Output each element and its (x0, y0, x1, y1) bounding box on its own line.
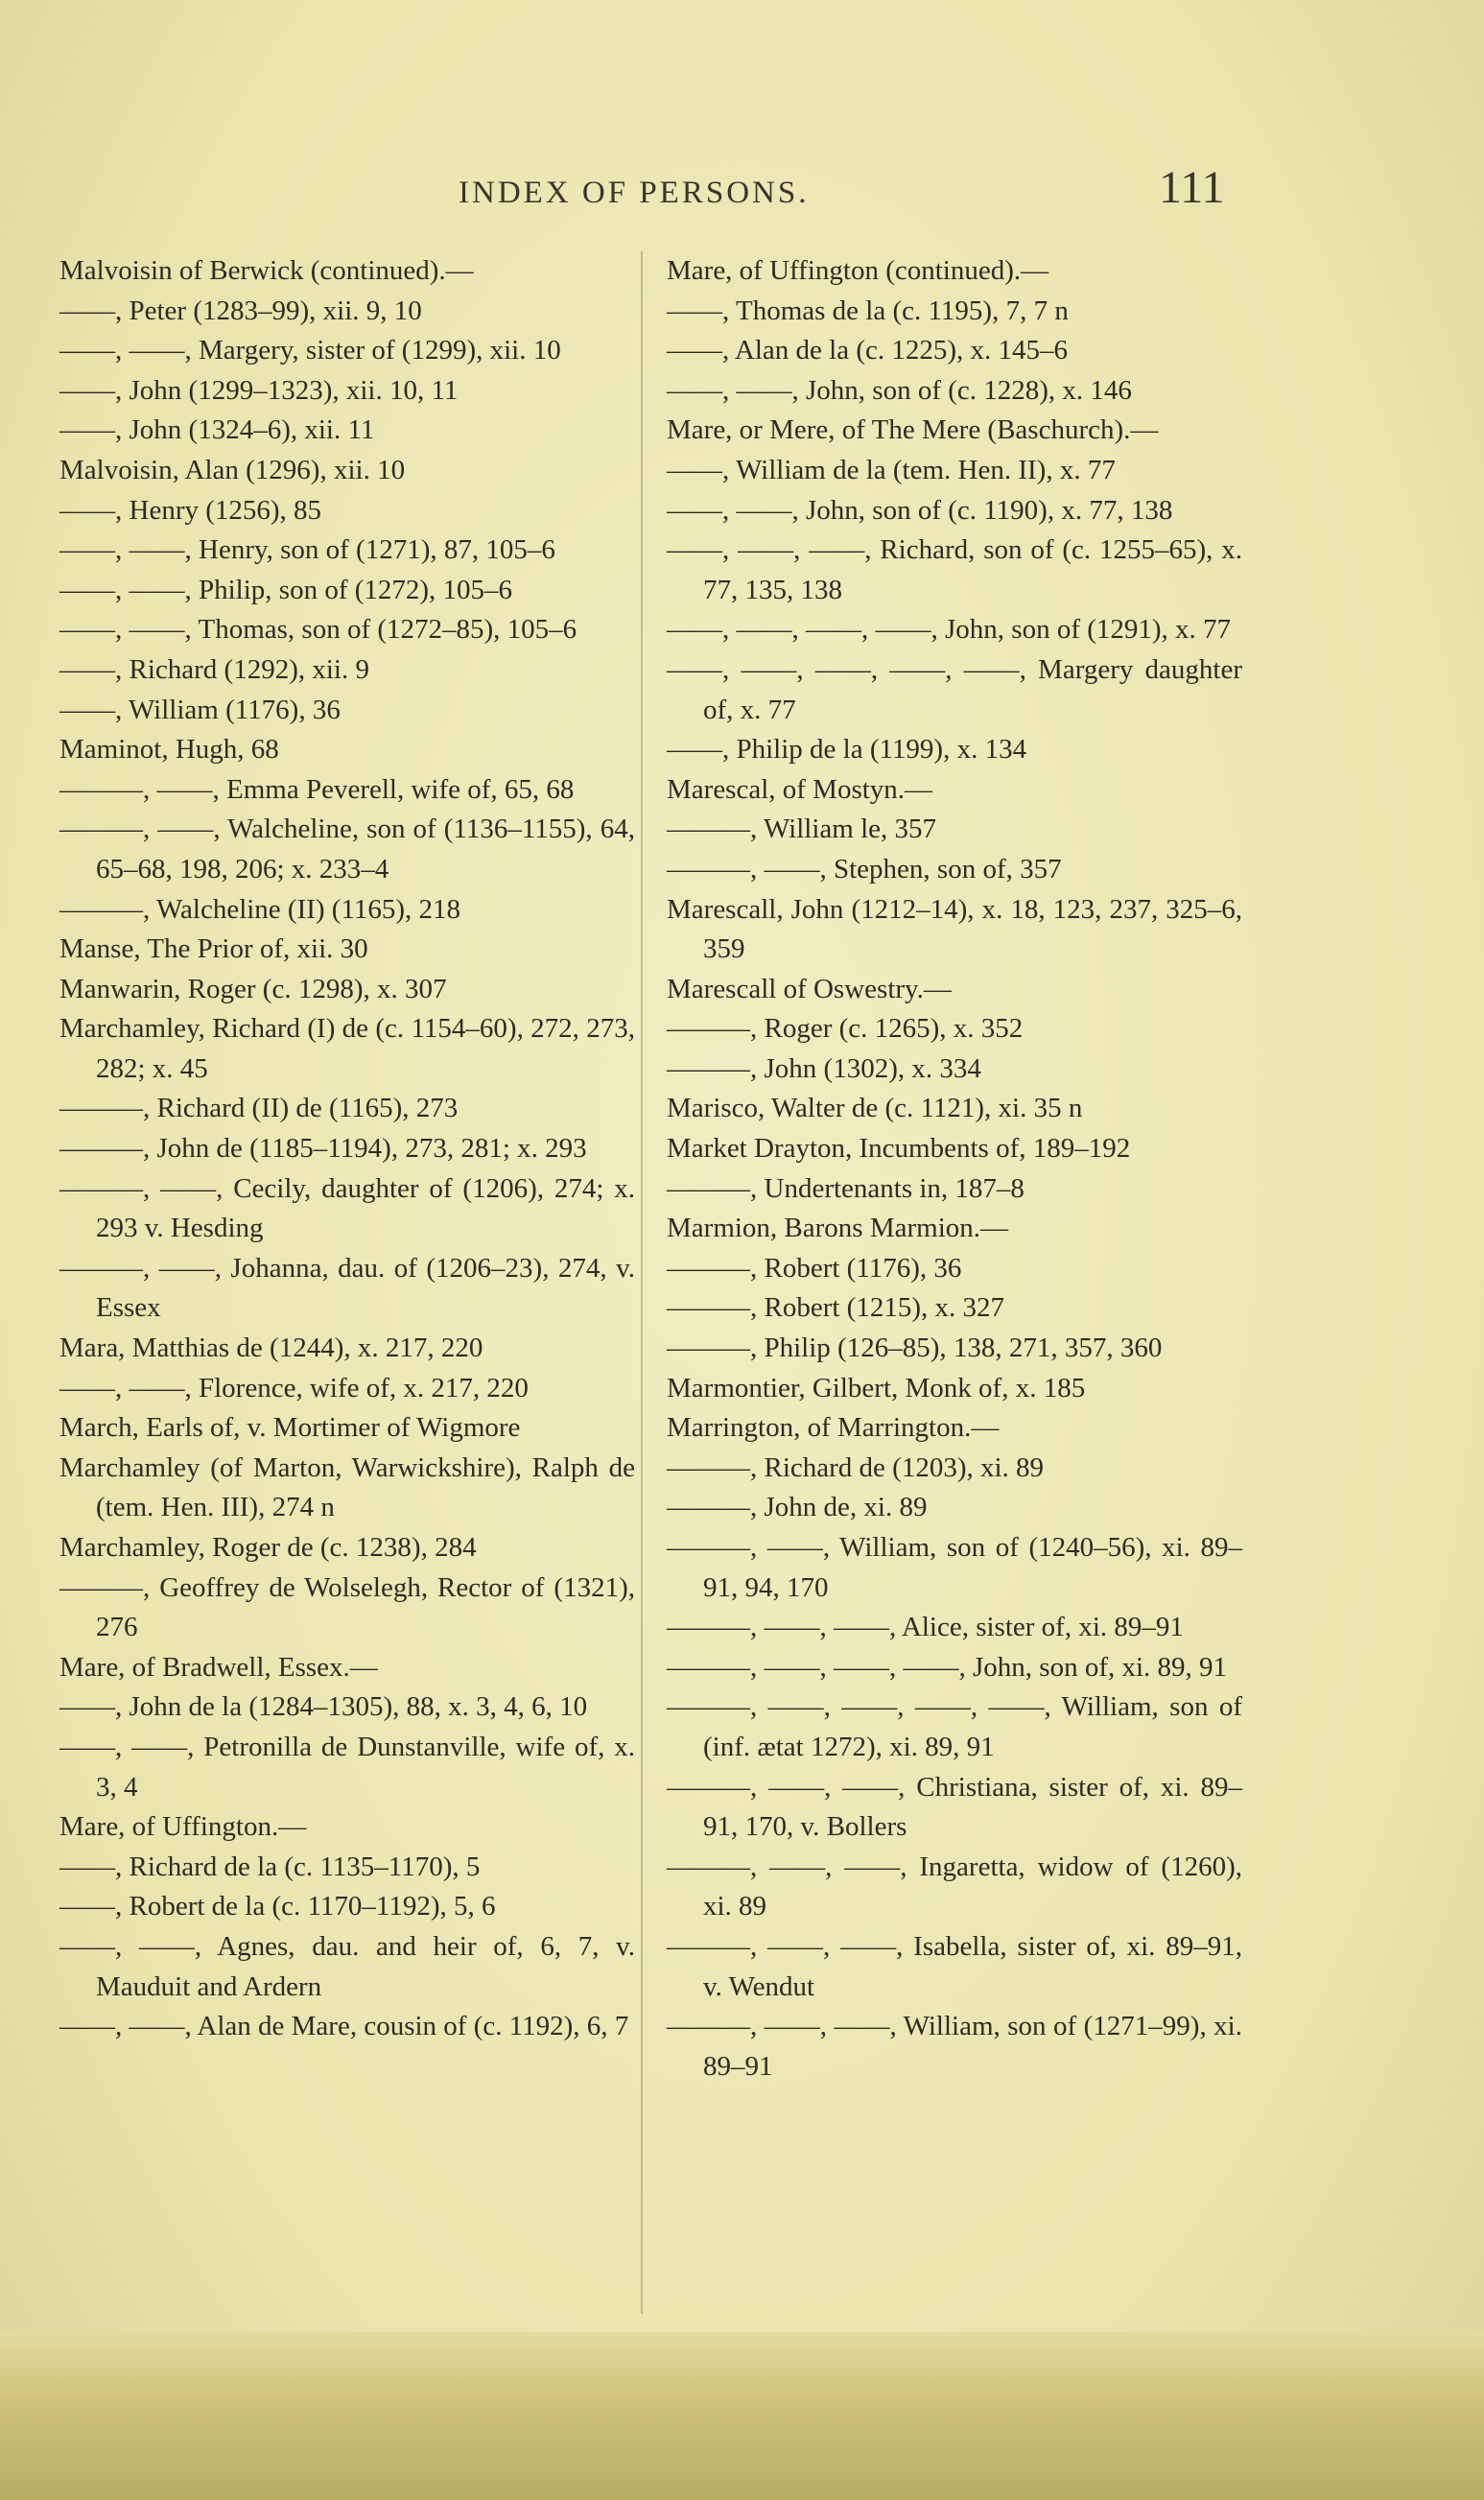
index-entry: ——, William (1176), 36 (59, 694, 341, 725)
index-entry: ———, Robert (1215), x. 327 (667, 1292, 1004, 1324)
index-entry: ——, ——, ——, Richard, son of (c. 1255–65), x. 77, 135, 138 (667, 534, 1242, 605)
index-entry: Mara, Matthias de (1244), x. 217, 220 (59, 1333, 483, 1364)
index-entry: ——, William de la (tem. Hen. II), x. 77 (667, 454, 1116, 485)
column-divider (641, 251, 643, 2314)
index-entry: ——, Robert de la (c. 1170–1192), 5, 6 (59, 1891, 496, 1922)
index-entry: ———, Philip (126–85), 138, 271, 357, 360 (667, 1333, 1163, 1364)
index-entry: Mare, of Bradwell, Essex.— (59, 1651, 378, 1683)
index-entry: ——, Thomas de la (c. 1195), 7, 7 n (667, 295, 1069, 326)
index-entry: ———, Roger (c. 1265), x. 352 (667, 1013, 1024, 1045)
page-bottom-edge (0, 2332, 1484, 2500)
index-entry: ——, Henry (1256), 85 (59, 494, 322, 526)
index-entry: ——, ——, Philip, son of (1272), 105–6 (59, 574, 513, 605)
index-entry: ——, Richard de la (c. 1135–1170), 5 (59, 1851, 481, 1882)
index-entry: Manwarin, Roger (c. 1298), x. 307 (59, 973, 447, 1004)
index-entry: ———, ——, ——, Isabella, sister of, xi. 89–91, v. Wendut (667, 1930, 1242, 2002)
index-entry: ———, ——, William, son of (1240–56), xi. 89–91, 94, 170 (667, 1532, 1242, 1603)
index-entry: Mare, of Uffington.— (59, 1811, 307, 1843)
index-entry: Malvoisin, Alan (1296), xii. 10 (59, 454, 406, 485)
running-title: INDEX OF PERSONS. (459, 176, 810, 210)
index-entry: ———, ——, Johanna, dau. of (1206–23), 274, v. Essex (59, 1252, 635, 1324)
index-entry: ——, ——, Florence, wife of, x. 217, 220 (59, 1372, 529, 1403)
index-entry: ———, ——, Cecily, daughter of (1206), 274; x. 293 v. Hesding (59, 1172, 635, 1244)
index-entry: ———, ——, ——, ——, ——, William, son of (inf. ætat 1272), xi. 89, 91 (667, 1691, 1242, 1762)
index-entry: Marisco, Walter de (c. 1121), xi. 35 n (667, 1093, 1083, 1124)
index-entry: ———, ——, ——, ——, John, son of, xi. 89, 91 (667, 1651, 1228, 1683)
index-entry: ———, ——, Walcheline, son of (1136–1155), 64, 65–68, 198, 206; x. 233–4 (59, 814, 635, 884)
index-entry: ——, ——, Agnes, dau. and heir of, 6, 7, v. Mauduit and Ardern (59, 1930, 635, 2002)
index-entry: ———, ——, ——, Alice, sister of, xi. 89–91 (667, 1612, 1184, 1643)
index-entry: ———, Geoffrey de Wolselegh, Rector of (1321), 276 (59, 1571, 635, 1643)
index-entry: Maminot, Hugh, 68 (59, 734, 279, 766)
index-entry: ——, ——, John, son of (c. 1190), x. 77, 138 (667, 494, 1173, 526)
index-entry: ——, ——, ——, ——, John, son of (1291), x. 77 (667, 614, 1232, 646)
index-entry: ——, ——, Petronilla de Dunstanville, wife of, x. 3, 4 (59, 1731, 635, 1803)
index-entry: Malvoisin of Berwick (continued).— (59, 255, 474, 286)
index-entry: Marchamley, Richard (I) de (c. 1154–60), 272, 273, 282; x. 45 (59, 1013, 635, 1084)
index-column-right (667, 251, 1242, 2087)
index-entry: ———, Walcheline (II) (1165), 218 (59, 893, 461, 925)
index-entry: Manse, The Prior of, xii. 30 (59, 933, 368, 965)
page-header (0, 161, 1484, 238)
index-entry: Mare, or Mere, of The Mere (Baschurch).— (667, 414, 1159, 446)
index-entry: ——, Peter (1283–99), xii. 9, 10 (59, 295, 422, 326)
index-entry: ———, Richard de (1203), xi. 89 (667, 1451, 1045, 1483)
index-entry: Marchamley, Roger de (c. 1238), 284 (59, 1532, 477, 1563)
index-entry: ———, John (1302), x. 334 (667, 1052, 981, 1084)
index-entry: ———, ——, ——, William, son of (1271–99), xi. 89–91 (667, 2011, 1242, 2082)
index-entry: Mare, of Uffington (continued).— (667, 255, 1049, 286)
index-entry: ———, Richard (II) de (1165), 273 (59, 1093, 459, 1124)
index-entry: ——, ——, Alan de Mare, cousin of (c. 1192), 6, 7 (59, 2011, 629, 2042)
index-entry: ——, Richard (1292), xii. 9 (59, 653, 369, 685)
index-entry: Marchamley (of Marton, Warwickshire), Ralph de (tem. Hen. III), 274 n (59, 1451, 635, 1523)
index-entry: March, Earls of, v. Mortimer of Wigmore (59, 1412, 521, 1444)
index-entry: ——, ——, Thomas, son of (1272–85), 105–6 (59, 614, 577, 646)
index-entry: ——, John (1324–6), xii. 11 (59, 414, 375, 446)
index-entry: ——, Philip de la (1199), x. 134 (667, 734, 1027, 766)
index-entry: ———, Robert (1176), 36 (667, 1252, 962, 1284)
index-entry: ——, Alan de la (c. 1225), x. 145–6 (667, 335, 1069, 366)
index-entry: ———, ——, Stephen, son of, 357 (667, 853, 1062, 884)
index-entry: Marescall of Oswestry.— (667, 973, 952, 1004)
index-column-left (59, 251, 635, 2047)
index-entry: Marmion, Barons Marmion.— (667, 1213, 1009, 1244)
index-entry: ——, John de la (1284–1305), 88, x. 3, 4, 6, 10 (59, 1691, 588, 1723)
index-entry: Marescall, John (1212–14), x. 18, 123, 237, 325–6, 359 (667, 893, 1242, 965)
index-entry: Market Drayton, Incumbents of, 189–192 (667, 1133, 1131, 1165)
index-entry: ———, William le, 357 (667, 814, 937, 845)
index-entry: ———, ——, ——, Ingaretta, widow of (1260), xi. 89 (667, 1851, 1242, 1922)
index-entry: ———, ——, ——, Christiana, sister of, xi. 89–91, 170, v. Bollers (667, 1771, 1242, 1843)
index-entry: ——, ——, ——, ——, ——, Margery daughter of, x. 77 (667, 653, 1242, 725)
index-entry: Marrington, of Marrington.— (667, 1412, 1000, 1444)
index-entry: ———, ——, Emma Peverell, wife of, 65, 68 (59, 773, 575, 805)
index-entry: ——, ——, Margery, sister of (1299), xii. 10 (59, 335, 561, 366)
page-number: 111 (1159, 162, 1225, 213)
index-entry: ———, John de, xi. 89 (667, 1492, 928, 1523)
index-entry: Marescal, of Mostyn.— (667, 773, 933, 805)
index-entry: Marmontier, Gilbert, Monk of, x. 185 (667, 1372, 1086, 1403)
index-entry: ———, Undertenants in, 187–8 (667, 1172, 1025, 1204)
index-entry: ——, ——, Henry, son of (1271), 87, 105–6 (59, 534, 555, 566)
index-entry: ——, John (1299–1323), xii. 10, 11 (59, 374, 459, 406)
index-entry: ———, John de (1185–1194), 273, 281; x. 293 (59, 1133, 587, 1165)
index-entry: ——, ——, John, son of (c. 1228), x. 146 (667, 374, 1132, 406)
